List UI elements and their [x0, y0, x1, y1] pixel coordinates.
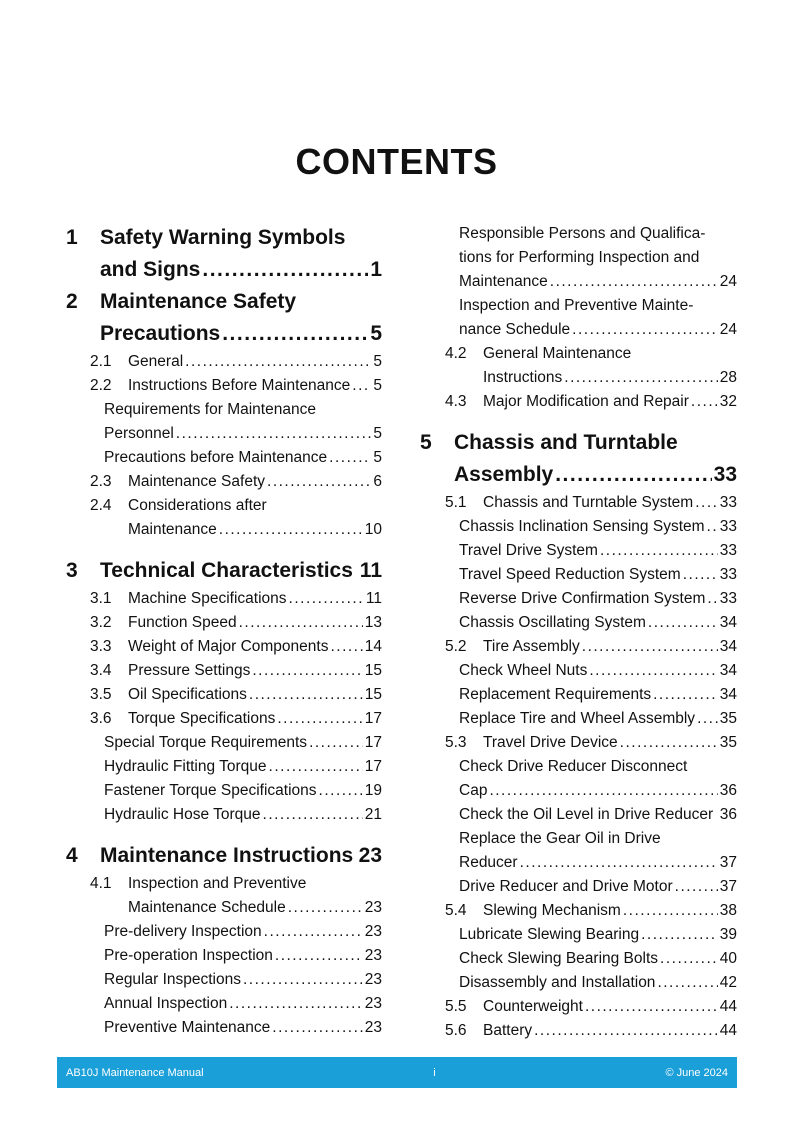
subsection-title: Preventive Maintenance	[104, 1019, 271, 1036]
dot-leader	[675, 875, 718, 899]
toc-subsection-preventive-maintenance[interactable]	[104, 1016, 382, 1040]
page-number: 32	[719, 393, 737, 410]
toc-chapter-5[interactable]	[420, 427, 737, 491]
subsection-title: Travel Drive System	[459, 542, 598, 559]
page-number: 34	[719, 614, 737, 631]
section-title-cont: Maintenance Schedule	[128, 899, 286, 916]
subsection-title: Responsible Persons and Qualifica-	[459, 225, 706, 242]
section-number: 2.3	[90, 473, 112, 490]
page-number: 33	[719, 590, 737, 607]
dot-leader	[707, 587, 717, 611]
page-number: 11	[365, 590, 382, 607]
dot-leader	[352, 374, 371, 398]
dot-leader	[263, 803, 363, 827]
dot-leader	[641, 923, 718, 947]
section-number: 5.6	[445, 1022, 467, 1039]
section-number: 3.1	[90, 590, 112, 607]
page-number: 42	[719, 974, 737, 991]
dot-leader	[252, 659, 362, 683]
subsection-title: Replacement Requirements	[459, 686, 652, 703]
page-number: 1	[370, 258, 382, 281]
toc-section-3-3[interactable]	[90, 635, 382, 659]
chapter-title-cont: and Signs	[100, 258, 201, 281]
dot-leader	[176, 422, 372, 446]
chapter-title: Maintenance Safety	[100, 290, 297, 313]
subsection-title-cont: nance Schedule	[459, 321, 571, 338]
dot-leader	[330, 635, 362, 659]
dot-leader	[653, 683, 718, 707]
page-number: 36	[719, 782, 737, 799]
dot-leader	[489, 779, 717, 803]
subsection-title: Regular Inspections	[104, 971, 241, 988]
section-number: 3.4	[90, 662, 112, 679]
page-footer	[57, 1057, 737, 1088]
section-number: 4.3	[445, 393, 467, 410]
page-number: 15	[364, 662, 382, 679]
page-number: 37	[719, 854, 737, 871]
page-number: 19	[364, 782, 382, 799]
dot-leader	[697, 707, 718, 731]
section-title-cont: Instructions	[483, 369, 563, 386]
section-title: Tire Assembly	[483, 638, 580, 655]
page-number: 23	[364, 1019, 382, 1036]
toc-section-3-4[interactable]	[90, 659, 382, 683]
subsection-title: Annual Inspection	[104, 995, 228, 1012]
subsection-title: Check Slewing Bearing Bolts	[459, 950, 659, 967]
chapter-number: 3	[66, 559, 78, 582]
page-number: 14	[364, 638, 382, 655]
toc-section-5-3[interactable]	[445, 731, 737, 755]
dot-leader	[648, 611, 718, 635]
footer-manual-name: AB10J Maintenance Manual	[66, 1066, 204, 1079]
dot-leader	[582, 635, 718, 659]
toc-subsection-replacement-requirements[interactable]	[459, 683, 737, 707]
section-number: 3.3	[90, 638, 112, 655]
page-number: 44	[719, 998, 737, 1015]
page-number: 5	[373, 425, 382, 442]
dot-leader	[550, 270, 718, 294]
toc-section-2-3[interactable]	[90, 470, 382, 494]
toc-subsection-disconnect-cap[interactable]	[459, 755, 737, 803]
section-number: 2.2	[90, 377, 112, 394]
subsection-title-cont: tions for Performing Inspection and	[459, 249, 700, 266]
chapter-number: 5	[420, 431, 432, 454]
page-number: 17	[364, 758, 382, 775]
chapter-title-cont: Assembly	[454, 463, 554, 486]
page-number: 5	[370, 322, 382, 345]
toc-subsection-regular-inspections[interactable]	[104, 968, 382, 992]
toc-subsection-special-torque[interactable]	[104, 731, 382, 755]
page-number: 40	[719, 950, 737, 967]
toc-section-3-1[interactable]	[90, 587, 382, 611]
page-number: 35	[719, 710, 737, 727]
section-title: Maintenance Safety	[128, 473, 266, 490]
section-number: 3.2	[90, 614, 112, 631]
page-number: 28	[719, 369, 737, 386]
dot-leader	[289, 587, 364, 611]
toc-section-3-5[interactable]	[90, 683, 382, 707]
dot-leader	[564, 366, 717, 390]
toc-section-2-1[interactable]	[90, 350, 382, 374]
page-number: 33	[719, 542, 737, 559]
toc-section-5-2[interactable]	[445, 635, 737, 659]
toc-section-5-1[interactable]	[445, 491, 737, 515]
toc-section-5-6[interactable]	[445, 1019, 737, 1043]
subsection-title: Disassembly and Installation	[459, 974, 656, 991]
dot-leader	[239, 611, 363, 635]
chapter-number: 4	[66, 844, 78, 867]
page-number: 24	[719, 273, 737, 290]
dot-leader	[269, 755, 363, 779]
toc-subsection-maintenance-personnel[interactable]	[104, 398, 382, 446]
toc-subsection-hydraulic-hose[interactable]	[104, 803, 382, 827]
subsection-title: Pre-operation Inspection	[104, 947, 273, 964]
subsection-title-cont: Reducer	[459, 854, 518, 871]
subsection-title-cont: Personnel	[104, 425, 174, 442]
subsection-title: Hydraulic Hose Torque	[104, 806, 261, 823]
chapter-number: 2	[66, 290, 78, 313]
section-title: Considerations after	[128, 497, 267, 514]
subsection-title: Chassis Oscillating System	[459, 614, 646, 631]
section-title: Instructions Before Maintenance	[128, 377, 351, 394]
dot-leader	[695, 491, 718, 515]
page-number: 23	[364, 971, 382, 988]
toc-subsection-precautions[interactable]	[104, 446, 382, 470]
toc-section-4-1[interactable]	[90, 872, 382, 920]
section-number: 5.1	[445, 494, 467, 511]
page-number: 36	[719, 806, 737, 823]
subsection-title-cont: Maintenance	[459, 273, 548, 290]
section-number: 5.5	[445, 998, 467, 1015]
page-number: 5	[373, 377, 382, 394]
dot-leader	[267, 470, 371, 494]
page-number: 17	[364, 710, 382, 727]
dot-leader	[243, 968, 363, 992]
section-number: 4.1	[90, 875, 112, 892]
toc-right-column	[420, 222, 737, 1043]
dot-leader	[620, 731, 718, 755]
section-title: General	[128, 353, 184, 370]
toc-subsection-pre-operation[interactable]	[104, 944, 382, 968]
page-number: 6	[373, 473, 382, 490]
toc-section-3-6[interactable]	[90, 707, 382, 731]
page-number: 33	[719, 494, 737, 511]
page-number: 23	[364, 923, 382, 940]
section-title: General Maintenance	[483, 345, 632, 362]
toc-subsection-bearing-bolts[interactable]	[459, 947, 737, 971]
toc-chapter-4[interactable]	[66, 840, 382, 872]
toc-subsection-hydraulic-fitting[interactable]	[104, 755, 382, 779]
subsection-title: Inspection and Preventive Mainte-	[459, 297, 694, 314]
toc-section-3-2[interactable]	[90, 611, 382, 635]
toc-section-5-4[interactable]	[445, 899, 737, 923]
subsection-title: Fastener Torque Specifications	[104, 782, 317, 799]
dot-leader	[275, 944, 363, 968]
page-number: 38	[719, 902, 737, 919]
page-number: 23	[358, 844, 382, 867]
toc-subsection-pre-delivery[interactable]	[104, 920, 382, 944]
toc-subsection-travel-speed[interactable]	[459, 563, 737, 587]
toc-subsection-lubricate-bearing[interactable]	[459, 923, 737, 947]
section-number: 2.1	[90, 353, 112, 370]
section-title: Function Speed	[128, 614, 237, 631]
subsection-title: Pre-delivery Inspection	[104, 923, 262, 940]
subsection-title: Chassis Inclination Sensing System	[459, 518, 705, 535]
dot-leader	[277, 707, 362, 731]
toc-subsection-wheel-nuts[interactable]	[459, 659, 737, 683]
dot-leader	[202, 254, 368, 286]
subsection-title: Special Torque Requirements	[104, 734, 308, 751]
subsection-title: Check Wheel Nuts	[459, 662, 588, 679]
dot-leader	[272, 1016, 362, 1040]
dot-leader	[229, 992, 363, 1016]
dot-leader	[572, 318, 718, 342]
footer-date: © June 2024	[665, 1066, 728, 1079]
section-number: 4.2	[445, 345, 467, 362]
chapter-title-cont: Precautions	[100, 322, 221, 345]
subsection-title: Requirements for Maintenance	[104, 401, 316, 418]
dot-leader	[319, 779, 363, 803]
subsection-title: Reverse Drive Confirmation System	[459, 590, 706, 607]
subsection-title: Check Drive Reducer Disconnect	[459, 758, 688, 775]
section-number: 3.6	[90, 710, 112, 727]
toc-subsection-disassembly[interactable]	[459, 971, 737, 995]
chapter-title: Maintenance Instructions	[100, 844, 354, 867]
section-title: Inspection and Preventive	[128, 875, 307, 892]
dot-leader	[309, 731, 363, 755]
toc-section-2-2[interactable]	[90, 374, 382, 398]
footer-page-number: i	[433, 1066, 436, 1079]
chapter-title: Safety Warning Symbols	[100, 226, 346, 249]
page-number: 5	[373, 353, 382, 370]
toc-subsection-gear-oil[interactable]	[459, 827, 737, 875]
dot-leader	[534, 1019, 718, 1043]
toc-chapter-1[interactable]	[66, 222, 382, 286]
subsection-title: Precautions before Maintenance	[104, 449, 328, 466]
section-number: 2.4	[90, 497, 112, 514]
page-number: 35	[719, 734, 737, 751]
dot-leader	[520, 851, 718, 875]
section-title: Counterweight	[483, 998, 583, 1015]
page-number: 37	[719, 878, 737, 895]
dot-leader	[222, 318, 368, 350]
section-number: 5.2	[445, 638, 467, 655]
dot-leader	[589, 659, 717, 683]
toc-subsection-inclination-sensing[interactable]	[459, 515, 737, 539]
subsection-title: Lubricate Slewing Bearing	[459, 926, 640, 943]
section-title: Torque Specifications	[128, 710, 276, 727]
dot-leader	[600, 539, 718, 563]
toc-chapter-2[interactable]	[66, 286, 382, 350]
toc-subsection-preventive-schedule[interactable]	[459, 294, 737, 342]
dot-leader	[683, 563, 718, 587]
dot-leader	[288, 896, 363, 920]
page-number: 5	[373, 449, 382, 466]
subsection-title: Travel Speed Reduction System	[459, 566, 681, 583]
chapter-number: 1	[66, 226, 78, 249]
dot-leader	[555, 459, 711, 491]
dot-leader	[329, 446, 371, 470]
page-number: 17	[364, 734, 382, 751]
dot-leader	[623, 899, 718, 923]
dot-leader	[660, 947, 718, 971]
page-number: 34	[719, 638, 737, 655]
page-number: 33	[719, 518, 737, 535]
dot-leader	[691, 390, 718, 414]
subsection-title: Replace Tire and Wheel Assembly	[459, 710, 696, 727]
dot-leader	[185, 350, 371, 374]
section-title: Slewing Mechanism	[483, 902, 621, 919]
section-title: Weight of Major Components	[128, 638, 329, 655]
toc-chapter-3[interactable]	[66, 555, 382, 587]
section-title: Chassis and Turntable System	[483, 494, 694, 511]
toc-subsection-fastener-torque[interactable]	[104, 779, 382, 803]
toc-left-column	[66, 222, 382, 1040]
dot-leader	[707, 515, 718, 539]
toc-subsection-drive-motor[interactable]	[459, 875, 737, 899]
subsection-title: Hydraulic Fitting Torque	[104, 758, 267, 775]
section-title: Major Modification and Repair	[483, 393, 689, 410]
toc-subsection-chassis-oscillating[interactable]	[459, 611, 737, 635]
page-number: 21	[364, 806, 382, 823]
dot-leader	[264, 920, 363, 944]
page-number: 23	[364, 899, 382, 916]
page-number: 15	[364, 686, 382, 703]
section-title: Battery	[483, 1022, 533, 1039]
toc-subsection-travel-drive[interactable]	[459, 539, 737, 563]
chapter-title: Chassis and Turntable	[454, 431, 678, 454]
page-number: 39	[719, 926, 737, 943]
toc-subsection-replace-tire[interactable]	[459, 707, 737, 731]
page-number: 13	[364, 614, 382, 631]
toc-subsection-annual-inspection[interactable]	[104, 992, 382, 1016]
subsection-title: Replace the Gear Oil in Drive	[459, 830, 661, 847]
page-number: 33	[719, 566, 737, 583]
section-title: Machine Specifications	[128, 590, 287, 607]
dot-leader	[585, 995, 718, 1019]
toc-section-4-2[interactable]	[445, 342, 737, 390]
dot-leader	[219, 518, 363, 542]
section-number: 3.5	[90, 686, 112, 703]
page-number: 24	[719, 321, 737, 338]
section-title-cont: Maintenance	[128, 521, 217, 538]
toc-subsection-responsible-persons[interactable]	[459, 222, 737, 294]
toc-subsection-reverse-drive[interactable]	[459, 587, 737, 611]
subsection-title: Check the Oil Level in Drive Reducer	[459, 806, 714, 823]
chapter-title: Technical Characteristics	[100, 559, 353, 582]
page-number: 11	[359, 559, 382, 582]
page-number: 44	[719, 1022, 737, 1039]
page-number: 34	[719, 686, 737, 703]
toc-section-2-4[interactable]	[90, 494, 382, 542]
section-title: Oil Specifications	[128, 686, 247, 703]
page-number: 34	[719, 662, 737, 679]
page-title: CONTENTS	[295, 141, 498, 182]
section-number: 5.3	[445, 734, 467, 751]
section-number: 5.4	[445, 902, 467, 919]
subsection-title: Drive Reducer and Drive Motor	[459, 878, 673, 895]
dot-leader	[657, 971, 717, 995]
toc-subsection-oil-level[interactable]	[459, 803, 737, 827]
section-title: Travel Drive Device	[483, 734, 618, 751]
section-title: Pressure Settings	[128, 662, 251, 679]
page-number: 10	[364, 521, 382, 538]
toc-section-5-5[interactable]	[445, 995, 737, 1019]
page-number: 23	[364, 995, 382, 1012]
page-number: 23	[364, 947, 382, 964]
page-number: 33	[713, 463, 737, 486]
subsection-title-cont: Cap	[459, 782, 488, 799]
toc-section-4-3[interactable]	[445, 390, 737, 414]
dot-leader	[249, 683, 363, 707]
